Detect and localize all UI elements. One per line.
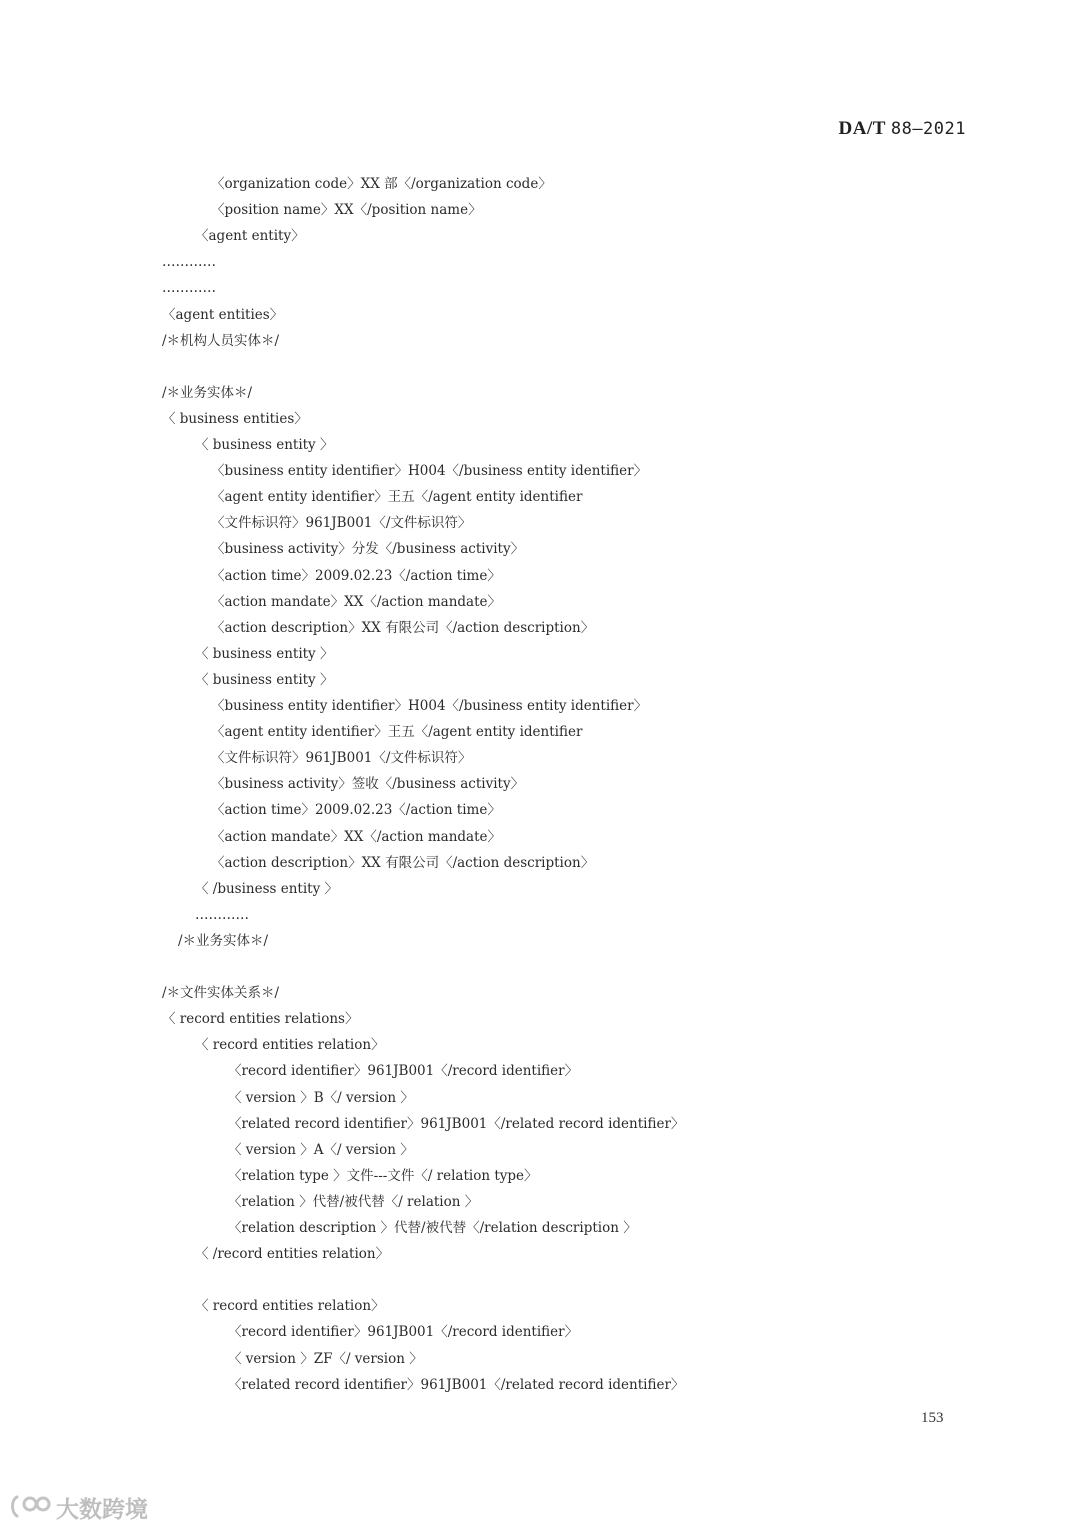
code-line: 〈 business entities〉 — [162, 410, 308, 427]
code-line: 〈relation type 〉文件---文件〈/ relation type〉 — [228, 1167, 538, 1184]
code-line: 〈 business entity 〉 — [195, 645, 334, 662]
code-line: /＊文件实体关系＊/ — [162, 985, 280, 1002]
code-line: 〈relation description 〉代替/被代替〈/relation description 〉 — [228, 1220, 637, 1236]
standard-code-header — [839, 118, 966, 140]
code-line: 〈文件标识符〉961JB001〈/文件标识符〉 — [211, 515, 472, 532]
code-line: 〈business entity identifier〉H004〈/business entity identifier〉 — [211, 463, 648, 480]
code-line: 〈action time〉2009.02.23〈/action time〉 — [211, 567, 501, 584]
code-line: 〈 /record entities relation〉 — [195, 1246, 390, 1263]
code-line: 〈 version 〉B〈/ version 〉 — [228, 1089, 414, 1106]
code-line: 〈 version 〉ZF〈/ version 〉 — [228, 1350, 423, 1367]
code-line: 〈 business entity 〉 — [195, 437, 334, 453]
standard-code-number: 88—2021 — [890, 119, 966, 139]
code-line: ………… — [162, 280, 216, 297]
code-line: /＊业务实体＊/ — [178, 932, 269, 949]
watermark-logo-icon — [8, 1493, 52, 1521]
code-line: 〈business activity〉签收〈/business activity〉 — [211, 776, 525, 793]
code-line: 〈文件标识符〉961JB001〈/文件标识符〉 — [211, 750, 472, 767]
code-line: 〈related record identifier〉961JB001〈/related record identifier〉 — [228, 1115, 685, 1132]
code-line: 〈 record entities relation〉 — [195, 1298, 385, 1315]
code-line: 〈action time〉2009.02.23〈/action time〉 — [211, 802, 501, 819]
code-line: 〈action description〉XX 有限公司〈/action description〉 — [211, 619, 595, 636]
page-number: 153 — [921, 1410, 944, 1426]
code-line: 〈 business entity 〉 — [195, 671, 334, 688]
code-line: 〈record identifier〉961JB001〈/record identifier〉 — [228, 1324, 579, 1341]
code-line: 〈 /business entity 〉 — [195, 880, 339, 897]
code-line: 〈business activity〉分发〈/business activity〉 — [211, 541, 525, 558]
watermark-text: 大数跨境 — [56, 1496, 148, 1523]
code-line: ………… — [195, 906, 249, 923]
code-line: 〈action mandate〉XX〈/action mandate〉 — [211, 828, 501, 845]
code-line: 〈 record entities relations〉 — [162, 1011, 359, 1028]
watermark — [8, 1490, 148, 1524]
code-line: 〈record identifier〉961JB001〈/record identifier〉 — [228, 1063, 579, 1080]
code-line: 〈agent entity identifier〉王五〈/agent entity identifier — [211, 724, 583, 741]
code-line: 〈business entity identifier〉H004〈/business entity identifier〉 — [211, 698, 648, 714]
code-line: 〈action description〉XX 有限公司〈/action description〉 — [211, 854, 595, 871]
code-line: 〈related record identifier〉961JB001〈/related record identifier〉 — [228, 1376, 685, 1393]
code-line: 〈position name〉XX〈/position name〉 — [211, 202, 482, 219]
code-line: 〈organization code〉XX 部〈/organization code〉 — [211, 176, 552, 192]
code-line: 〈 record entities relation〉 — [195, 1037, 385, 1054]
code-line: 〈agent entity identifier〉王五〈/agent entity identifier — [211, 489, 583, 506]
code-line: /＊机构人员实体＊/ — [162, 332, 280, 349]
code-line: ………… — [162, 254, 216, 271]
code-line: 〈relation 〉代替/被代替〈/ relation 〉 — [228, 1193, 479, 1210]
code-line: 〈agent entity〉 — [195, 228, 305, 245]
code-line: 〈 version 〉A〈/ version 〉 — [228, 1141, 414, 1158]
code-line: /＊业务实体＊/ — [162, 384, 253, 401]
standard-code-prefix: DA/T — [838, 118, 886, 139]
code-line: 〈action mandate〉XX〈/action mandate〉 — [211, 593, 501, 610]
code-line: 〈agent entities〉 — [162, 306, 284, 323]
